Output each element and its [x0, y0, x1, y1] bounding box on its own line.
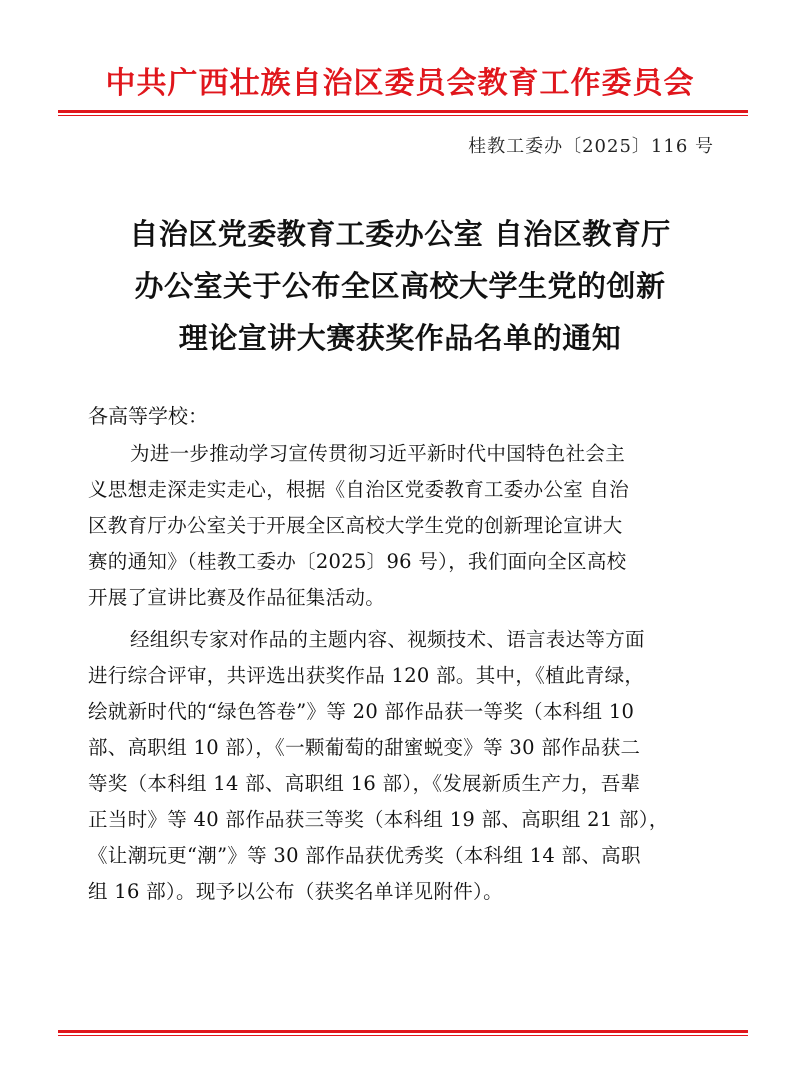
header-red-rule — [58, 110, 748, 116]
paragraph-line: 部、高职组 10 部），《一颗葡萄的甜蜜蜕变》等 30 部作品获二 — [88, 736, 641, 759]
organization-header: 中共广西壮族自治区委员会教育工作委员会 — [105, 66, 695, 101]
title-line: 自治区党委教育工委办公室 自治区教育厅 — [129, 217, 671, 251]
paragraph-line: 开展了宣讲比赛及作品征集活动。 — [88, 586, 386, 609]
paragraph-2 — [88, 622, 718, 910]
paragraph-line: 正当时》等 40 部作品获三等奖（本科组 19 部、高职组 21 部）， — [88, 808, 669, 831]
paragraph-line: 绘就新时代的“绿色答卷”》等 20 部作品获一等奖（本科组 10 — [88, 700, 635, 723]
paragraph-line: 《让潮玩更“潮”》等 30 部作品获优秀奖（本科组 14 部、高职 — [88, 844, 641, 867]
body-text — [88, 436, 718, 910]
salutation: 各高等学校： — [88, 404, 208, 428]
paragraph-line: 经组织专家对作品的主题内容、视频技术、语言表达等方面 — [130, 628, 645, 651]
paragraph-1 — [88, 436, 718, 616]
paragraph-line: 赛的通知》（桂教工委办〔2025〕96 号），我们面向全区高校 — [88, 550, 627, 573]
paragraph-line: 为进一步推动学习宣传贯彻习近平新时代中国特色社会主 — [130, 442, 626, 465]
paragraph-line: 等奖（本科组 14 部、高职组 16 部），《发展新质生产力，吾辈 — [88, 772, 641, 795]
footer-red-rule — [58, 1030, 748, 1036]
paragraph-line: 进行综合评审，共评选出获奖作品 120 部。其中，《植此青绿， — [88, 664, 645, 687]
document-number: 桂教工委办〔2025〕116 号 — [468, 136, 714, 157]
paragraph-line: 区教育厅办公室关于开展全区高校大学生党的创新理论宣讲大 — [88, 514, 623, 537]
title-line: 理论宣讲大赛获奖作品名单的通知 — [178, 321, 622, 355]
paragraph-line: 组 16 部）。现予以公布（获奖名单详见附件）。 — [88, 880, 503, 903]
paragraph-line: 义思想走深走实走心，根据《自治区党委教育工委办公室 自治 — [88, 478, 630, 501]
title-line: 办公室关于公布全区高校大学生党的创新 — [134, 269, 666, 303]
document-title — [60, 208, 740, 364]
